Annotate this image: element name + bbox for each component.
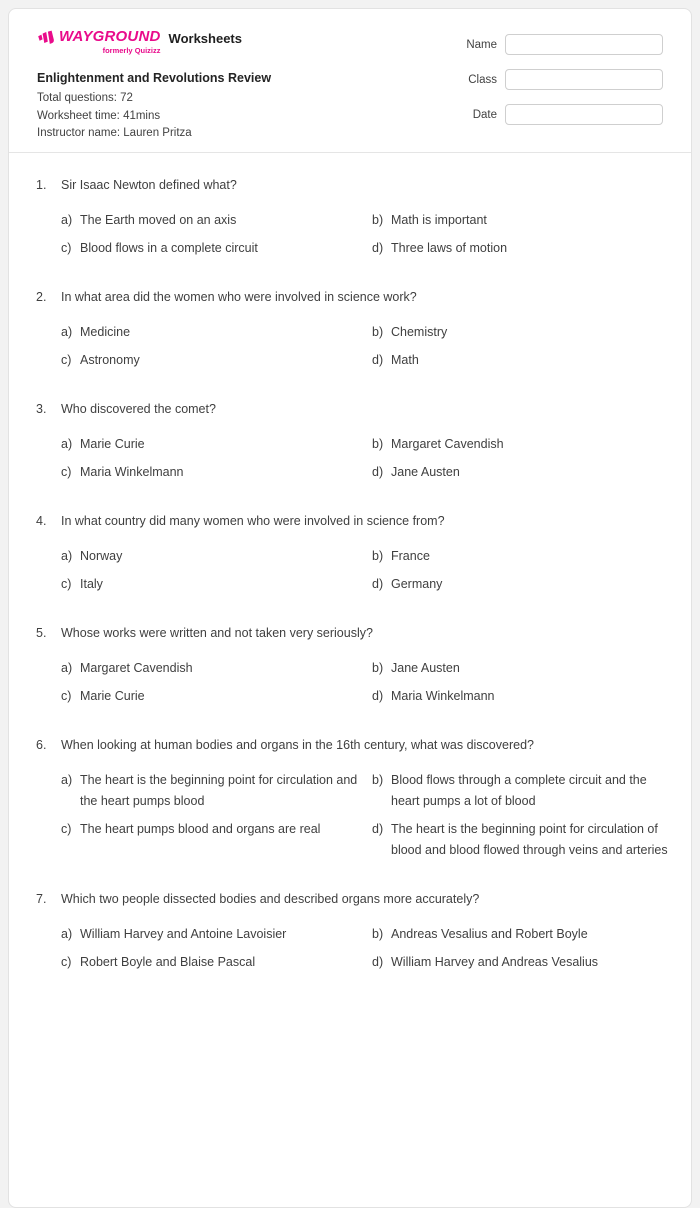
question-options bbox=[61, 546, 677, 595]
answer-option bbox=[61, 686, 366, 707]
date-input[interactable] bbox=[505, 104, 663, 125]
worksheet-meta bbox=[37, 90, 271, 143]
question-options bbox=[61, 924, 677, 973]
option-letter: d) bbox=[372, 353, 384, 367]
meta-instructor-name: Instructor name: Lauren Pritza bbox=[37, 127, 192, 139]
brand-wordmark-block bbox=[59, 29, 161, 55]
answer-option bbox=[61, 462, 366, 483]
option-letter: b) bbox=[372, 549, 384, 563]
option-text: Jane Austen bbox=[391, 661, 460, 675]
option-letter: c) bbox=[61, 577, 72, 591]
option-text: Math is important bbox=[391, 213, 487, 227]
question-options bbox=[61, 210, 677, 259]
answer-option bbox=[372, 574, 677, 595]
option-text: The heart pumps blood and organs are real bbox=[80, 822, 321, 836]
option-text: Astronomy bbox=[80, 353, 140, 367]
answer-option bbox=[372, 434, 677, 455]
option-text: Marie Curie bbox=[80, 689, 145, 703]
question-text: When looking at human bodies and organs in the 16th century, what was discovered? bbox=[61, 738, 534, 752]
question-number: 5. bbox=[36, 626, 47, 640]
answer-option bbox=[61, 322, 366, 343]
question-head bbox=[36, 889, 677, 910]
option-text: Maria Winkelmann bbox=[80, 465, 184, 479]
option-text: The heart is the beginning point for circulation and the heart pumps blood bbox=[80, 773, 358, 808]
date-field-label: Date bbox=[472, 108, 497, 121]
answer-option bbox=[61, 658, 366, 679]
question-number: 1. bbox=[36, 178, 47, 192]
question-list bbox=[9, 153, 691, 1041]
question-number: 2. bbox=[36, 290, 47, 304]
answer-option bbox=[372, 210, 677, 231]
class-field-row bbox=[443, 69, 663, 90]
option-letter: b) bbox=[372, 325, 384, 339]
option-letter: d) bbox=[372, 955, 384, 969]
answer-option bbox=[61, 574, 366, 595]
brand-wordmark: WAYGROUND bbox=[59, 28, 161, 45]
option-letter: c) bbox=[61, 465, 72, 479]
question-block bbox=[36, 175, 677, 259]
name-input[interactable] bbox=[505, 34, 663, 55]
option-letter: c) bbox=[61, 353, 72, 367]
option-letter: c) bbox=[61, 689, 72, 703]
answer-option bbox=[61, 819, 366, 861]
option-text: Maria Winkelmann bbox=[391, 689, 495, 703]
meta-worksheet-time: Worksheet time: 41mins bbox=[37, 109, 161, 122]
option-letter: a) bbox=[61, 773, 73, 787]
option-text: France bbox=[391, 549, 430, 563]
brand-logo bbox=[37, 29, 271, 55]
worksheet-header bbox=[9, 9, 691, 153]
answer-option bbox=[372, 924, 677, 945]
question-text: In what area did the women who were involved in science work? bbox=[61, 290, 417, 304]
option-letter: b) bbox=[372, 927, 384, 941]
answer-option bbox=[372, 238, 677, 259]
worksheet-card bbox=[8, 8, 692, 1208]
answer-option bbox=[372, 462, 677, 483]
answer-option bbox=[61, 238, 366, 259]
option-text: Medicine bbox=[80, 325, 131, 339]
option-letter: c) bbox=[61, 241, 72, 255]
option-letter: d) bbox=[372, 577, 384, 591]
option-text: The heart is the beginning point for circulation of blood and blood flowed through veins and arteries bbox=[391, 822, 668, 857]
option-text: Italy bbox=[80, 577, 103, 591]
option-letter: b) bbox=[372, 773, 384, 787]
option-letter: b) bbox=[372, 213, 384, 227]
wayground-w-icon bbox=[37, 30, 55, 46]
option-letter: a) bbox=[61, 927, 73, 941]
student-fields bbox=[443, 29, 663, 138]
class-field-label: Class bbox=[468, 73, 497, 86]
worksheet-title: Enlightenment and Revolutions Review bbox=[37, 71, 272, 85]
question-head bbox=[36, 511, 677, 532]
answer-option bbox=[61, 434, 366, 455]
question-options bbox=[61, 434, 677, 483]
option-letter: a) bbox=[61, 661, 73, 675]
brand-tagline: formerly Quizizz bbox=[102, 46, 161, 55]
header-left bbox=[37, 29, 271, 138]
option-text: The Earth moved on an axis bbox=[80, 213, 237, 227]
option-text: Norway bbox=[80, 549, 123, 563]
answer-option bbox=[372, 686, 677, 707]
answer-option bbox=[61, 546, 366, 567]
name-field-row bbox=[443, 34, 663, 55]
question-text: Whose works were written and not taken very seriously? bbox=[61, 626, 373, 640]
option-letter: d) bbox=[372, 689, 384, 703]
option-letter: c) bbox=[61, 822, 72, 836]
option-text: Three laws of motion bbox=[391, 241, 508, 255]
option-letter: a) bbox=[61, 213, 73, 227]
meta-total-questions: Total questions: 72 bbox=[37, 92, 133, 104]
answer-option bbox=[372, 658, 677, 679]
option-letter: a) bbox=[61, 549, 73, 563]
question-options bbox=[61, 322, 677, 371]
answer-option bbox=[61, 770, 366, 812]
question-block bbox=[36, 287, 677, 371]
option-letter: d) bbox=[372, 822, 384, 836]
question-block bbox=[36, 735, 677, 861]
answer-option bbox=[61, 210, 366, 231]
answer-option bbox=[372, 770, 677, 812]
option-text: Robert Boyle and Blaise Pascal bbox=[80, 955, 256, 969]
answer-option bbox=[61, 952, 366, 973]
question-block bbox=[36, 399, 677, 483]
option-text: Marie Curie bbox=[80, 437, 145, 451]
answer-option bbox=[372, 546, 677, 567]
question-text: In what country did many women who were involved in science from? bbox=[61, 514, 445, 528]
answer-option bbox=[61, 350, 366, 371]
option-text: William Harvey and Andreas Vesalius bbox=[391, 955, 599, 969]
answer-option bbox=[372, 322, 677, 343]
question-text: Who discovered the comet? bbox=[61, 402, 216, 416]
option-letter: d) bbox=[372, 465, 384, 479]
question-head bbox=[36, 287, 677, 308]
option-text: Andreas Vesalius and Robert Boyle bbox=[391, 927, 588, 941]
option-letter: c) bbox=[61, 955, 72, 969]
option-text: Jane Austen bbox=[391, 465, 460, 479]
option-letter: b) bbox=[372, 661, 384, 675]
option-text: Margaret Cavendish bbox=[80, 661, 193, 675]
question-head bbox=[36, 399, 677, 420]
product-label: Worksheets bbox=[168, 31, 242, 46]
question-head bbox=[36, 175, 677, 196]
question-block bbox=[36, 623, 677, 707]
option-text: Blood flows through a complete circuit and the heart pumps a lot of blood bbox=[391, 773, 647, 808]
option-text: Math bbox=[391, 353, 419, 367]
answer-option bbox=[61, 924, 366, 945]
question-head bbox=[36, 735, 677, 756]
question-number: 4. bbox=[36, 514, 47, 528]
question-number: 3. bbox=[36, 402, 47, 416]
option-text: Chemistry bbox=[391, 325, 448, 339]
question-number: 7. bbox=[36, 892, 47, 906]
option-letter: a) bbox=[61, 437, 73, 451]
name-field-label: Name bbox=[466, 38, 497, 51]
answer-option bbox=[372, 952, 677, 973]
class-input[interactable] bbox=[505, 69, 663, 90]
question-options bbox=[61, 770, 677, 861]
question-options bbox=[61, 658, 677, 707]
question-text: Which two people dissected bodies and described organs more accurately? bbox=[61, 892, 480, 906]
answer-option bbox=[372, 819, 677, 861]
option-letter: b) bbox=[372, 437, 384, 451]
question-text: Sir Isaac Newton defined what? bbox=[61, 178, 237, 192]
option-text: Blood flows in a complete circuit bbox=[80, 241, 258, 255]
option-letter: d) bbox=[372, 241, 384, 255]
question-block bbox=[36, 511, 677, 595]
date-field-row bbox=[443, 104, 663, 125]
option-text: William Harvey and Antoine Lavoisier bbox=[80, 927, 287, 941]
question-block bbox=[36, 889, 677, 973]
option-letter: a) bbox=[61, 325, 73, 339]
answer-option bbox=[372, 350, 677, 371]
question-head bbox=[36, 623, 677, 644]
option-text: Germany bbox=[391, 577, 443, 591]
option-text: Margaret Cavendish bbox=[391, 437, 504, 451]
question-number: 6. bbox=[36, 738, 47, 752]
